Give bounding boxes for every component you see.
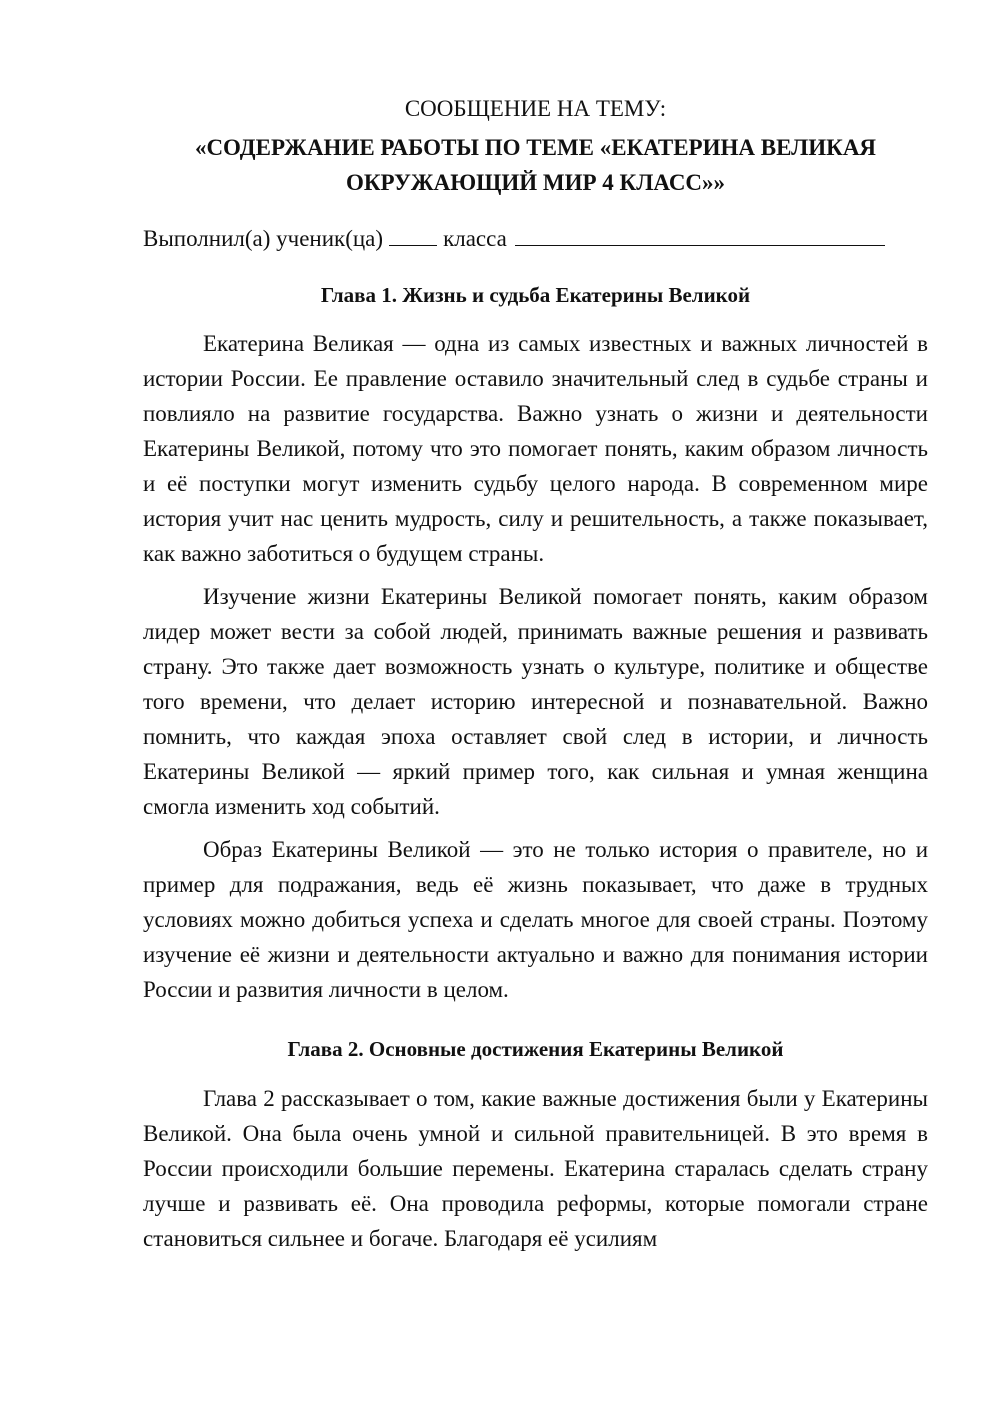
chapter-2-title: Глава 2. Основные достижения Екатерины Великой (287, 1037, 784, 1061)
chapter-1-paragraph: Екатерина Великая — одна из самых известных и важных личностей в истории России. Ее правление оставило значительный след в судьбе страны и повлияло на развитие государства. Важно узнать о жизни и деятельности Екатерины Великой, потому что это помогает понять, каким образом личность и её поступки могут изменить судьбу целого народа. В современном мире история учит нас ценить мудрость, силу и решительность, а также показывает, как важно заботиться о будущем страны. (143, 331, 928, 566)
chapter-1-title: Глава 1. Жизнь и судьба Екатерины Великой (320, 283, 751, 307)
chapter-1-paragraph: Образ Екатерины Великой — это не только история о правителе, но и пример для подражания, ведь её жизнь показывает, что даже в трудных условиях можно добиться успеха и сделать многое для своей страны. Поэтому изучение её жизни и деятельности актуально и важно для понимания истории России и развития личности в целом. (143, 837, 928, 1002)
document-title-line-1: «СОДЕРЖАНИЕ РАБОТЫ ПО ТЕМЕ «ЕКАТЕРИНА ВЕЛИКАЯ (194, 135, 877, 160)
author-prefix: Выполнил(а) ученик(ца) (143, 226, 384, 251)
document-heading: СООБЩЕНИЕ НА ТЕМУ: (404, 96, 667, 121)
chapter-1-paragraph: Изучение жизни Екатерины Великой помогает понять, каким образом лидер может вести за собой людей, принимать важные решения и развивать страну. Это также дает возможность узнать о культуре, политике и обществе того времени, что делает историю интересной и познавательной. Важно помнить, что каждая эпоха оставляет свой след в истории, и личность Екатерины Великой — яркий пример того, как сильная и умная женщина смогла изменить ход событий. (143, 584, 928, 819)
class-blank (389, 221, 437, 246)
document-page (143, 92, 928, 1264)
chapter-2-paragraph: Глава 2 рассказывает о том, какие важные достижения были у Екатерины Великой. Она была очень умной и сильной правительницей. В это время в России происходили большие перемены. Екатерина старалась сделать страну лучше и развивать её. Она проводила реформы, которые помогали стране становиться сильнее и богаче. Благодаря её усилиям (143, 1086, 928, 1251)
author-class-word: класса (443, 226, 507, 251)
document-title-line-2: ОКРУЖАЮЩИЙ МИР 4 КЛАСС»» (345, 170, 726, 195)
author-line (143, 221, 928, 256)
name-blank (515, 221, 885, 246)
